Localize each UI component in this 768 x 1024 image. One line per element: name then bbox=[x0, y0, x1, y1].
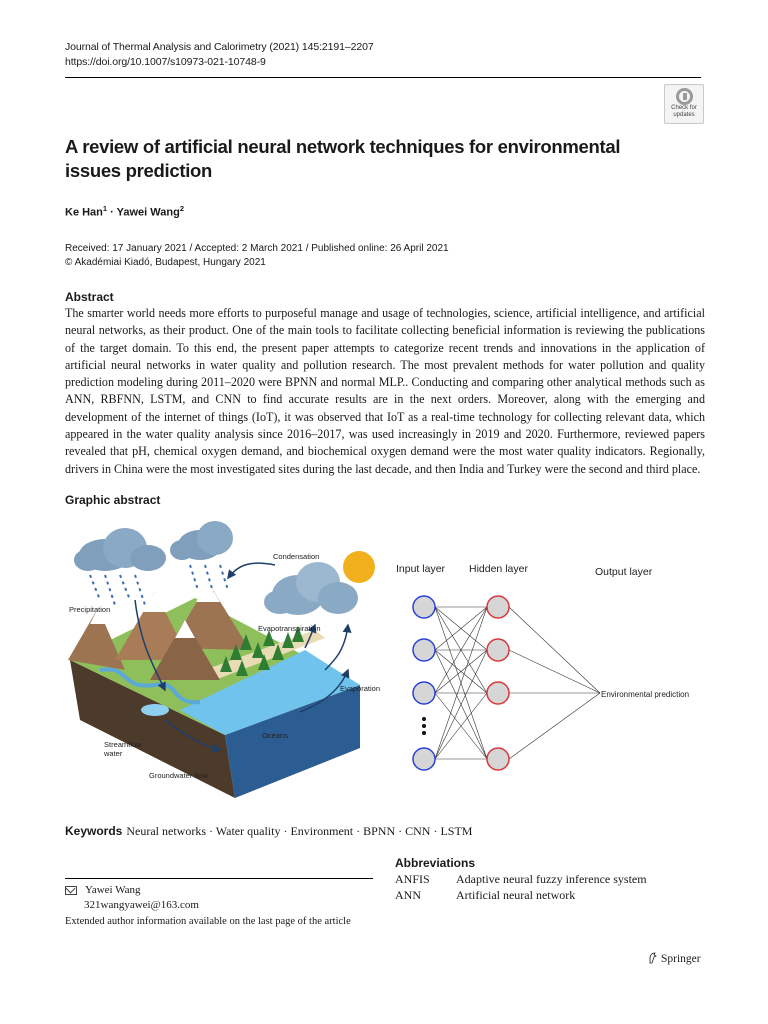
author-affiliation-mark: 1 bbox=[102, 204, 108, 213]
abbreviation-row bbox=[395, 872, 647, 887]
abbreviation-definition: Artificial neural network bbox=[456, 888, 576, 902]
hidden-layer-nodes bbox=[487, 596, 509, 770]
network-connections bbox=[435, 607, 600, 759]
extended-author-info: Extended author information available on the last page of the article bbox=[65, 916, 351, 927]
journal-citation: Journal of Thermal Analysis and Calorimetry (2021) 145:2191–2207 bbox=[65, 41, 374, 53]
network-edge bbox=[509, 650, 600, 693]
input-layer-label: Input layer bbox=[396, 563, 446, 575]
hidden-node bbox=[487, 596, 509, 618]
input-node bbox=[413, 639, 435, 661]
hidden-node bbox=[487, 682, 509, 704]
ellipsis-dots bbox=[422, 717, 426, 735]
footnote-rule bbox=[65, 878, 373, 879]
label-oceans: Oceans bbox=[262, 731, 288, 740]
label-streamflow-water: water bbox=[104, 749, 123, 758]
crossmark-line1: Check for bbox=[671, 105, 697, 111]
abbreviation-term: ANN bbox=[395, 888, 421, 902]
publication-dates bbox=[65, 242, 449, 270]
abbreviation-definition: Adaptive neural fuzzy inference system bbox=[456, 872, 647, 886]
label-condensation: Condensation bbox=[273, 552, 320, 561]
corresponding-author-email[interactable]: 321wangyawei@163.com bbox=[84, 899, 199, 911]
rain-cloud-right bbox=[170, 521, 233, 592]
author-name[interactable]: Yawei Wang bbox=[116, 206, 180, 219]
input-node bbox=[413, 748, 435, 770]
check-for-updates-badge[interactable] bbox=[664, 84, 704, 124]
publisher-name: Springer bbox=[661, 953, 701, 965]
author-separator: · bbox=[107, 206, 117, 219]
keywords bbox=[65, 824, 472, 839]
publisher-logo bbox=[648, 952, 701, 965]
author-list bbox=[65, 204, 184, 219]
mountain-snow bbox=[196, 582, 220, 602]
label-groundwater-flow: Groundwater flow bbox=[149, 771, 208, 780]
title-line-2: issues prediction bbox=[65, 160, 213, 181]
sun-icon bbox=[343, 551, 375, 583]
abbreviation-row bbox=[395, 888, 576, 903]
input-layer-nodes bbox=[413, 596, 435, 770]
envelope-icon bbox=[65, 886, 77, 895]
corresponding-author-name: Yawei Wang bbox=[85, 884, 141, 896]
network-edge bbox=[509, 693, 600, 759]
neural-network-diagram bbox=[396, 563, 689, 770]
keywords-list: Neural networks · Water quality · Environment · BPNN · CNN · LSTM bbox=[126, 824, 473, 838]
author-name[interactable]: Ke Han bbox=[65, 206, 103, 219]
corresponding-author bbox=[65, 883, 199, 913]
hidden-layer-label: Hidden layer bbox=[469, 563, 528, 575]
copyright-line: © Akadémiai Kiadó, Budapest, Hungary 2021 bbox=[65, 257, 266, 268]
crossmark-line2: updates bbox=[673, 111, 695, 118]
graphic-abstract-svg bbox=[60, 520, 710, 805]
crossmark-icon bbox=[676, 88, 693, 105]
label-precipitation: Precipitation bbox=[69, 605, 111, 614]
input-node bbox=[413, 596, 435, 618]
hidden-node bbox=[487, 639, 509, 661]
title-line-1: A review of artificial neural network techniques for environmental bbox=[65, 136, 621, 157]
rain-cloud-left bbox=[74, 528, 166, 605]
publication-history: Received: 17 January 2021 / Accepted: 2 March 2021 / Published online: 26 April 2021 bbox=[65, 243, 449, 254]
header-rule bbox=[65, 77, 701, 78]
output-layer-label: Output layer bbox=[595, 566, 653, 578]
label-evaporation: Evaporation bbox=[340, 684, 381, 693]
article-title bbox=[65, 135, 655, 183]
label-evapotranspiration: Evapotranspiration bbox=[258, 624, 321, 633]
abstract-heading: Abstract bbox=[65, 290, 114, 304]
springer-horse-icon bbox=[648, 952, 657, 964]
abbreviation-term: ANFIS bbox=[395, 872, 430, 886]
abstract-text: The smarter world needs more efforts to purposeful manage and usage of technologies, science, artificial intelligence, and artificial neural networks, as their product. One of the main tools to facilitate collecting beneficial information is reviewing the publications of the target domain. To this end, the present paper attempts to categorize recent trends and innovations in the application of artificial neural networks in water quality and pollution research. The most prevalent methods for water pollution and quality prediction modeling during 2011–2020 were BPNN and normal MLP.. Conducting and comparing other analytical methods such as ANN, RBFNN, LSTM, and CNN to find accurate results are in the next orders. Moreover, along with the emerging and development of the internet of things (IoT), it was observed that IoT as a real-time technology for collecting relevant data, which appeared in the water quality analysis since 2016–2017, was used increasingly in 2019 and 2020. Furthermore, reviewed papers revealed that pH, chemical oxygen demand, and biochemical oxygen demand were the most water quality indicators. Regionally, drivers in China were the most investigated sites during the last decade, and then India and Turkey were the second and third place. bbox=[65, 306, 705, 476]
water-cycle-illustration bbox=[68, 521, 380, 798]
author-affiliation-mark: 2 bbox=[179, 204, 184, 213]
label-streamflow: Streamflow bbox=[104, 740, 142, 749]
hidden-node bbox=[487, 748, 509, 770]
keywords-heading: Keywords bbox=[65, 824, 123, 838]
doi-link[interactable]: https://doi.org/10.1007/s10973-021-10748-9 bbox=[65, 56, 266, 68]
input-node bbox=[413, 682, 435, 704]
graphic-abstract-heading: Graphic abstract bbox=[65, 493, 161, 507]
network-edge bbox=[509, 607, 600, 693]
mountain-snow bbox=[143, 592, 167, 612]
abbreviations-heading: Abbreviations bbox=[395, 856, 476, 870]
lake bbox=[141, 704, 169, 716]
environmental-prediction-label: Environmental prediction bbox=[601, 690, 690, 699]
graphic-abstract-figure bbox=[60, 520, 710, 805]
